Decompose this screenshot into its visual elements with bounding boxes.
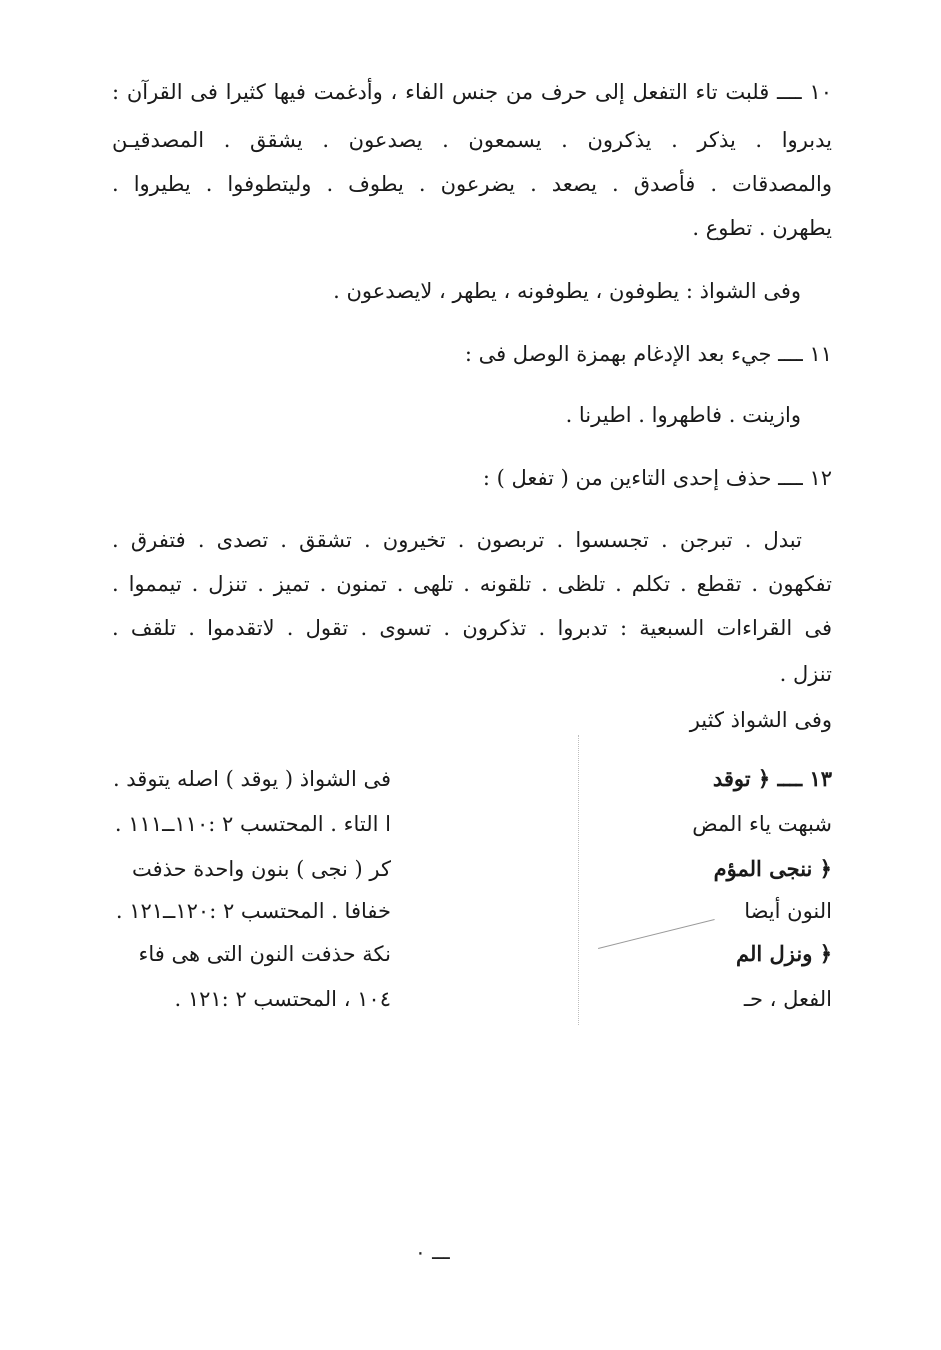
left-column-line-2: ا التاء . المحتسب ٢ :١١٠ــ١١١ . [114,812,391,836]
paragraph-12-heading: ١٢ ــــ حذف إحدى التاءين من ( تفعل ) : [482,466,832,490]
right-column-line-1: ١٣ ــــ ﴿ توقد [712,766,832,791]
right-column-line-2: شبهت ياء المض [692,812,832,836]
paragraph-11-heading: ١١ ــــ جيء بعد الإدغام بهمزة الوصل فى : [464,342,832,366]
paragraph-10-line-3: والمصدقات . فأصدق . يصعد . يضرعون . يطوف . وليتطوفوا . يطيروا . [112,172,832,196]
scan-artifact-line [598,919,715,949]
paragraph-10-line-4: يطهرن . تطوع . [692,216,832,240]
left-column-line-4: خفافا . المحتسب ٢ :١٢٠ــ١٢١ . [115,899,391,923]
paragraph-12-line-2: تفكهون . تقطع . تكلم . تلظى . تلقونه . تلهى . تمنون . تميز . تنزل . تيمموا . [112,572,832,596]
shawadh-line: وفى الشواذ : يطوفون ، يطوفونه ، يطهر ، لايصدعون . [333,279,801,303]
left-column-line-3: كر ( نجى ) بنون واحدة حذفت [131,857,391,881]
left-column-line-6: ١٠٤ ، المحتسب ٢ :١٢١ . [174,987,391,1011]
scan-fold-mark [578,735,579,1025]
paragraph-12-line-1: تبدل . تبرجن . تجسسوا . تربصون . تخيرون . تشقق . تصدى . فتفرق . [112,528,802,552]
right-column-line-6: الفعل ، حـ [743,987,832,1011]
paragraph-12-line-3: فى القراءات السبعية : تدبروا . تذكرون . تسوى . تقول . لاتقدموا . تلقف . [112,616,832,640]
paragraph-11-examples: وازينت . فاطهروا . اطيرنا . [565,403,801,427]
left-column-line-5: نكة حذفت النون التى هى فاء [138,942,391,966]
right-column-line-3: ﴿ ننجى المؤم [713,856,832,881]
paragraph-12-line-5: وفى الشواذ كثير [689,708,832,732]
right-column-line-4: النون أيضا [744,899,832,923]
page-number: ـــ ٠ [415,1240,450,1264]
paragraph-10-line-1: ١٠ ــــ قلبت تاء التفعل إلى حرف من جنس الفاء ، وأدغمت فيها كثيرا فى القرآن : [112,80,832,104]
left-column-line-1: فى الشواذ ( يوقد ) اصله يتوقد . [112,767,391,791]
paragraph-12-line-4: تنزل . [779,662,832,686]
paragraph-10-line-2: يدبروا . يذكر . يذكرون . يسمعون . يصدعون . يشقق . المصدقيـن [112,128,832,152]
right-column-line-5: ﴿ ونزل الم [736,941,832,966]
